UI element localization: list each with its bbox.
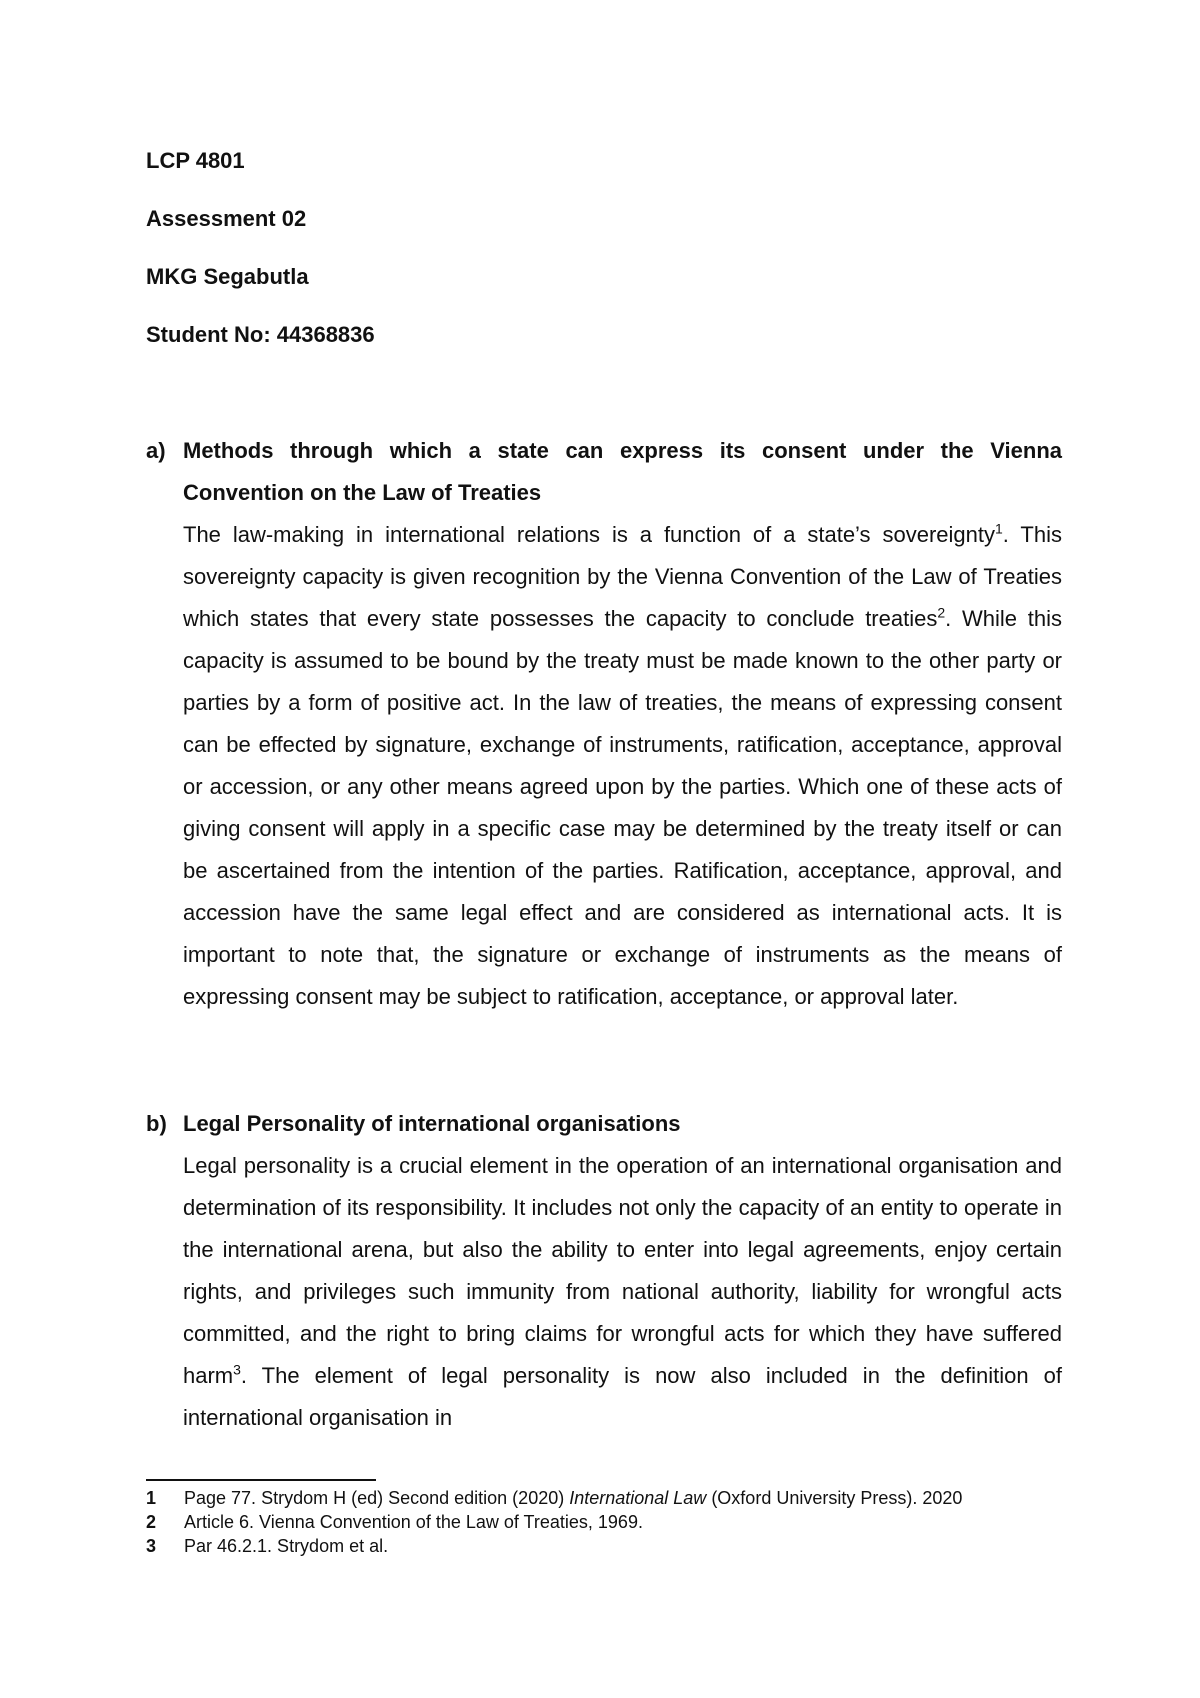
footnote-text-before: Page 77. Strydom H (ed) Second edition (2020) bbox=[184, 1488, 570, 1508]
footnote-text-before: Par 46.2.1. Strydom et al. bbox=[184, 1536, 389, 1556]
section-a-body bbox=[183, 514, 1062, 1018]
footnote-item bbox=[146, 1534, 1076, 1558]
footnote-ref-1: 1 bbox=[994, 520, 1003, 537]
section-a-text-3: . While this capacity is assumed to be bound by the treaty must be made known to the other party or parties by a form of positive act. In the law of treaties, the means of expressing consent can be effected by signature, exchange of instruments, ratification, acceptance, approval or accession, or any other means agreed upon by the parties. Which one of these acts of giving consent will apply in a specific case may be determined by the treaty itself or can be ascertained from the intention of the parties. Ratification, acceptance, approval, and accession have the same legal effect and are considered as international acts. It is important to note that, the signature or exchange of instruments as the means of expressing consent may be subject to ratification, acceptance, or approval later. bbox=[183, 606, 1062, 1009]
footnote-text bbox=[184, 1486, 1076, 1510]
section-b-text-2: . The element of legal personality is now also included in the definition of international organisation in bbox=[183, 1363, 1062, 1430]
footnote-text bbox=[184, 1534, 1076, 1558]
course-code: LCP 4801 bbox=[146, 148, 245, 173]
footnote-number: 2 bbox=[146, 1512, 157, 1532]
assessment-title: Assessment 02 bbox=[146, 206, 307, 231]
section-a-text-1: The law-making in international relations is a function of a state’s sovereignty bbox=[183, 522, 995, 547]
footnote-ref-2: 2 bbox=[937, 604, 946, 621]
student-name: MKG Segabutla bbox=[146, 264, 309, 289]
footnote-number: 1 bbox=[146, 1488, 157, 1508]
footnote-item bbox=[146, 1486, 1076, 1510]
footnote-text-after: (Oxford University Press). 2020 bbox=[706, 1488, 963, 1508]
footnote-italic-title: International Law bbox=[569, 1488, 707, 1508]
section-b-marker: b) bbox=[146, 1111, 167, 1136]
section-a-title: Methods through which a state can express its consent under the Vienna Convention on the Law of Treaties bbox=[183, 438, 1062, 505]
section-b-text-1: Legal personality is a crucial element in the operation of an international organisation and determination of its responsibility. It includes not only the capacity of an entity to operate in the international arena, but also the ability to enter into legal agreements, enjoy certain rights, and privileges such immunity from national authority, liability for wrongful acts committed, and the right to bring claims for wrongful acts for which they have suffered harm bbox=[183, 1153, 1062, 1388]
section-a-marker: a) bbox=[146, 438, 166, 463]
section-b-body bbox=[183, 1145, 1062, 1439]
footnote-text-before: Article 6. Vienna Convention of the Law of Treaties, 1969. bbox=[184, 1512, 643, 1532]
section-b-heading bbox=[146, 1103, 1062, 1145]
section-a-text-2: . This sovereignty capacity is given recognition by the Vienna Convention of the Law of Treaties which states that every state possesses the capacity to conclude treaties bbox=[183, 522, 1062, 631]
footnote-text bbox=[184, 1510, 1076, 1534]
student-number: Student No: 44368836 bbox=[146, 322, 375, 347]
footnote-item bbox=[146, 1510, 1076, 1534]
section-b-title: Legal Personality of international organisations bbox=[183, 1111, 681, 1136]
footnote-separator bbox=[146, 1479, 376, 1481]
section-a-heading bbox=[146, 430, 1062, 514]
footnote-ref-3: 3 bbox=[233, 1361, 241, 1378]
footnote-number: 3 bbox=[146, 1536, 157, 1556]
footnotes bbox=[146, 1486, 1076, 1558]
